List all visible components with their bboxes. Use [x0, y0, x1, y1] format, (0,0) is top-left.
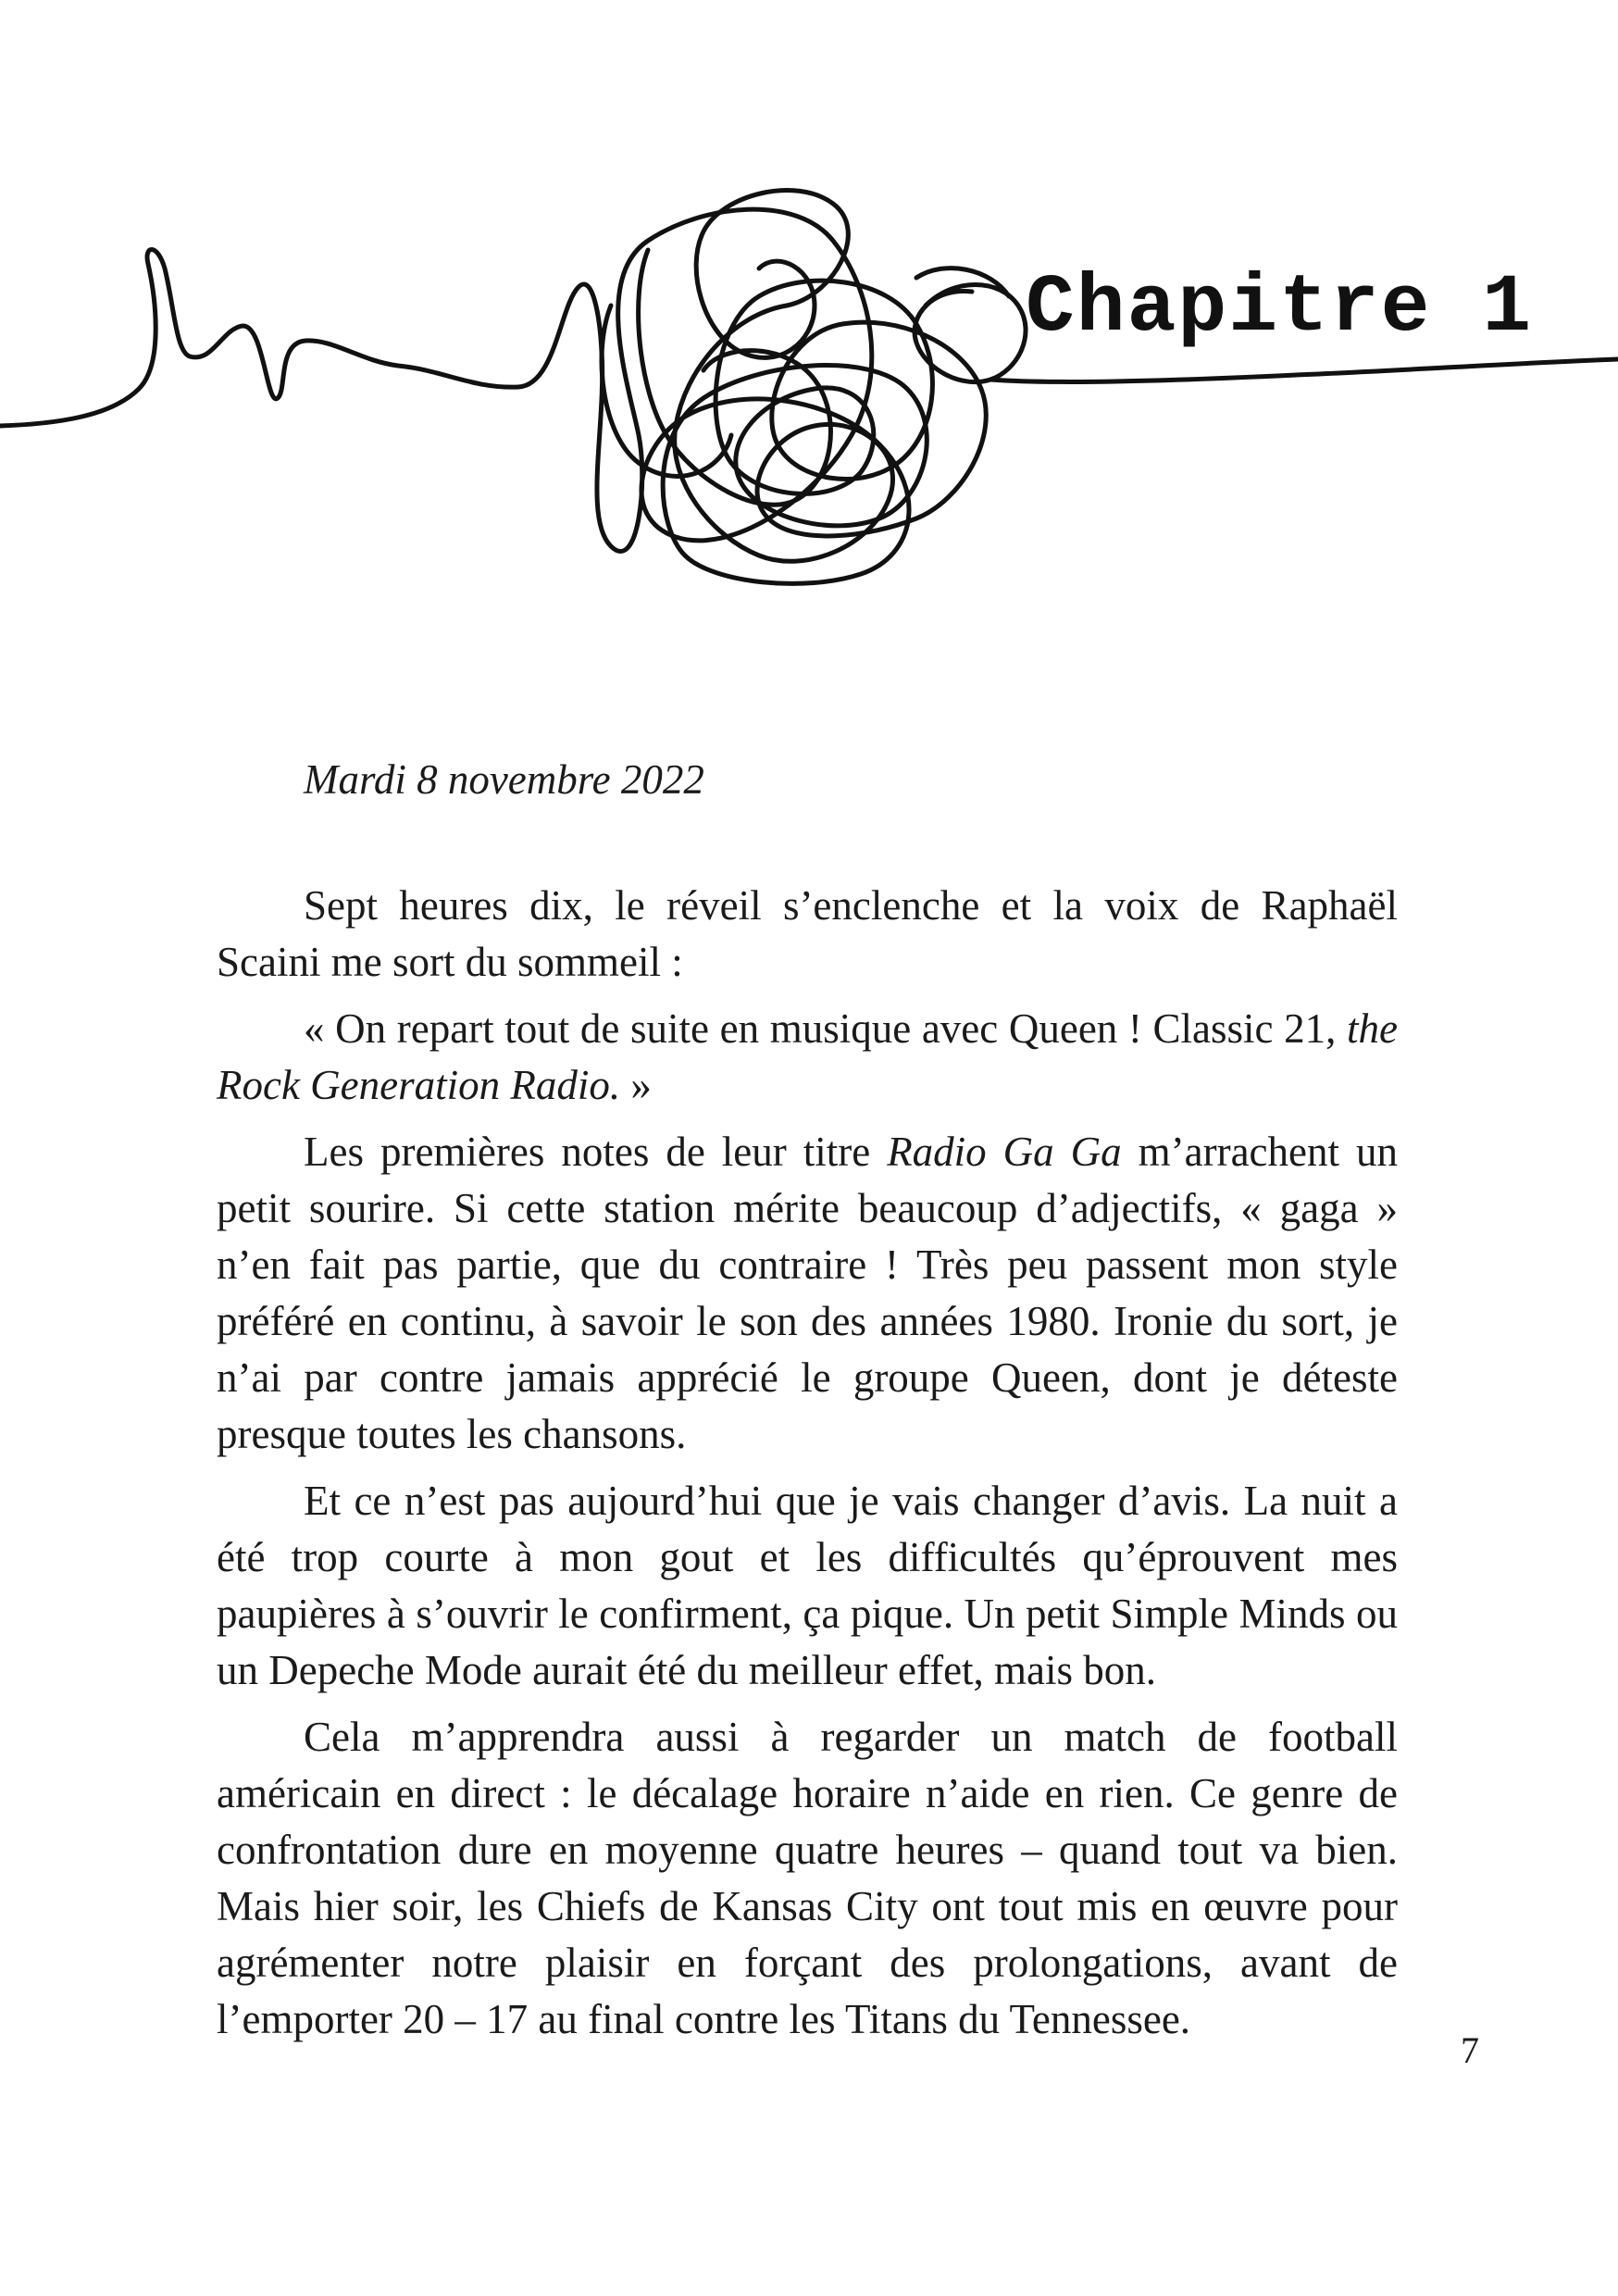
body-text	[217, 878, 1398, 2058]
text-segment: Sept heures dix, le réveil s’enclenche et la voix de Raphaël Scaini me sort du sommeil :	[217, 882, 1398, 985]
chapter-title: Chapitre 1	[1026, 263, 1534, 355]
scribble-line-illustration	[0, 167, 1618, 611]
italic-segment: Radio Ga Ga	[887, 1129, 1122, 1175]
paragraph	[217, 878, 1398, 991]
text-segment: Cela m’apprendra aussi à regarder un match de football américain en direct : le décalage horaire n’aide en rien. Ce genre de confrontation dure en moyenne quatre heures – quand tout va bien. Mais hier soir, les Chiefs de Kansas City ont tout mis en œuvre pour agrémenter notre plaisir en forçant des prolongations, avant de l’emporter 20 – 17 au final contre les Titans du Tennessee.	[217, 1714, 1398, 2042]
text-segment: Et ce n’est pas aujourd’hui que je vais changer d’avis. La nuit a été trop courte à mon gout et les difficultés qu’éprouvent mes paupières à s’ouvrir le confirment, ça pique. Un petit Simple Minds ou un Depeche Mode aurait été du meilleur effet, mais bon.	[217, 1478, 1398, 1693]
paragraph	[217, 1473, 1398, 1699]
text-segment: »	[620, 1062, 652, 1108]
paragraph	[217, 1709, 1398, 2048]
text-segment: « On repart tout de suite en musique avec Queen ! Classic 21,	[304, 1005, 1348, 1052]
paragraph	[217, 1124, 1398, 1463]
chapter-date: Mardi 8 novembre 2022	[304, 756, 704, 803]
text-segment: m’arrachent un petit sourire. Si cette station mérite beaucoup d’adjectifs, « gaga » n’en fait pas partie, que du contraire ! Très peu passent mon style préféré en continu, à savoir le son des années 1980. Ironie du sort, je n’ai par contre jamais apprécié le groupe Queen, dont je déteste presque toutes les chansons.	[217, 1129, 1398, 1457]
italic-segment: the Rock Generation Radio.	[217, 1005, 1398, 1108]
text-segment: Les premières notes de leur titre	[304, 1129, 888, 1175]
paragraph	[217, 1001, 1398, 1114]
page-number: 7	[1461, 2029, 1479, 2071]
